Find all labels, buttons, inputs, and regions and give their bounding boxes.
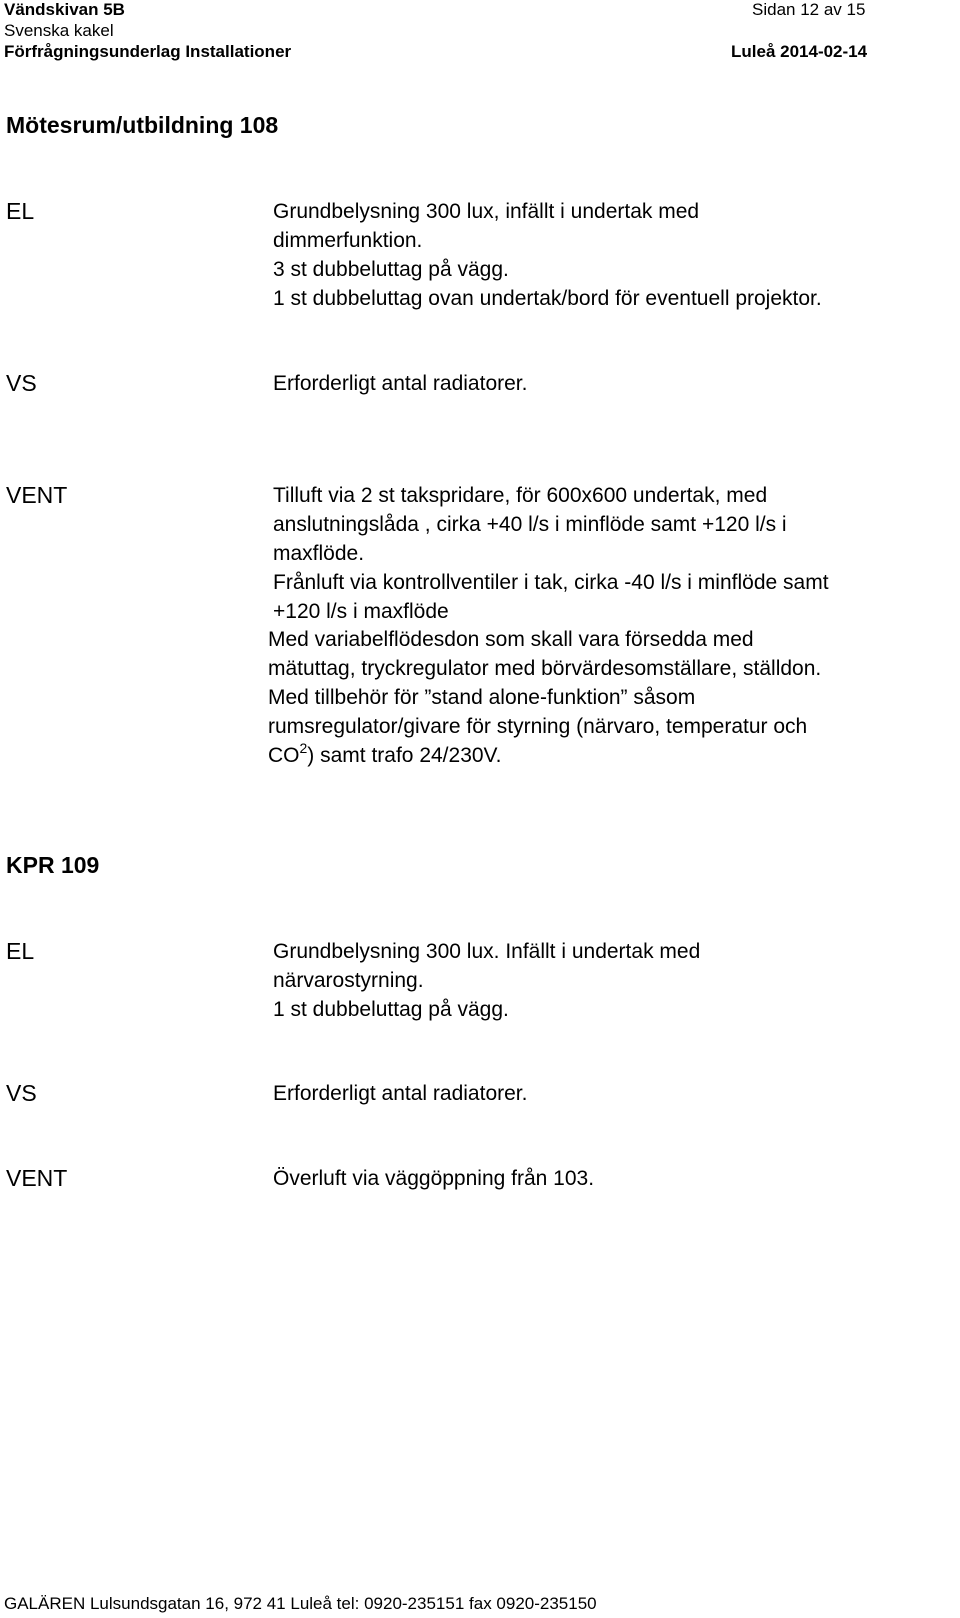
vs-label: VS: [6, 1080, 37, 1106]
document-type: Förfrågningsunderlag Installationer: [4, 42, 292, 61]
co2-suffix: ) samt trafo 24/230V.: [307, 744, 502, 767]
text-line: 3 st dubbeluttag på vägg.: [273, 258, 509, 281]
page-number: Sidan 12 av 15: [752, 0, 866, 19]
el-label: EL: [6, 198, 35, 224]
place-date: Luleå 2014-02-14: [731, 42, 868, 61]
subproject-name: Svenska kakel: [4, 21, 114, 40]
text-line: Erforderligt antal radiatorer.: [273, 372, 528, 395]
co2-subscript: 2: [299, 740, 308, 756]
text-line: 1 st dubbeluttag på vägg.: [273, 998, 509, 1021]
section-title-109: KPR 109: [6, 852, 100, 878]
text-line: maxflöde.: [273, 542, 365, 565]
text-line: Tilluft via 2 st takspridare, för 600x600 undertak, med: [273, 484, 768, 507]
text-line: +120 l/s i maxflöde: [273, 600, 449, 623]
vent-label: VENT: [6, 482, 68, 508]
text-line: Grundbelysning 300 lux. Infällt i undertak med: [273, 940, 701, 963]
el-label: EL: [6, 938, 35, 964]
text-line: 1 st dubbeluttag ovan undertak/bord för eventuell projektor.: [273, 287, 822, 310]
project-name: Vändskivan 5B: [4, 0, 125, 19]
text-line: dimmerfunktion.: [273, 229, 423, 252]
vent-label: VENT: [6, 1165, 68, 1191]
text-line: rumsregulator/givare för styrning (närvaro, temperatur och: [268, 715, 808, 738]
vs-description: [273, 369, 527, 398]
el-description: [273, 197, 822, 313]
text-line: Erforderligt antal radiatorer.: [273, 1082, 528, 1105]
section-title-108: Mötesrum/utbildning 108: [6, 112, 279, 138]
text-line: Grundbelysning 300 lux, infällt i undertak med: [273, 200, 700, 223]
text-line: Med tillbehör för ”stand alone-funktion” såsom: [268, 686, 696, 709]
text-line: mätuttag, tryckregulator med börvärdesomställare, ställdon.: [268, 657, 822, 680]
vent-description: [273, 1164, 594, 1193]
text-line: [268, 741, 821, 770]
co2-prefix: CO: [268, 744, 300, 767]
vent-description-supply: [273, 481, 829, 626]
text-line: Överluft via väggöppning från 103.: [273, 1167, 595, 1190]
el-description: [273, 937, 700, 1024]
vs-label: VS: [6, 370, 37, 396]
vs-description: [273, 1079, 527, 1108]
text-line: närvarostyrning.: [273, 969, 424, 992]
footer-company-info: GALÄREN Lulsundsgatan 16, 972 41 Luleå tel: 0920-235151 fax 0920-235150: [4, 1594, 597, 1613]
text-line: Frånluft via kontrollventiler i tak, cirka -40 l/s i minflöde samt: [273, 571, 829, 594]
vent-description-extra: [268, 625, 821, 770]
text-line: anslutningslåda , cirka +40 l/s i minflöde samt +120 l/s i: [273, 513, 787, 536]
text-line: Med variabelflödesdon som skall vara försedda med: [268, 628, 754, 651]
